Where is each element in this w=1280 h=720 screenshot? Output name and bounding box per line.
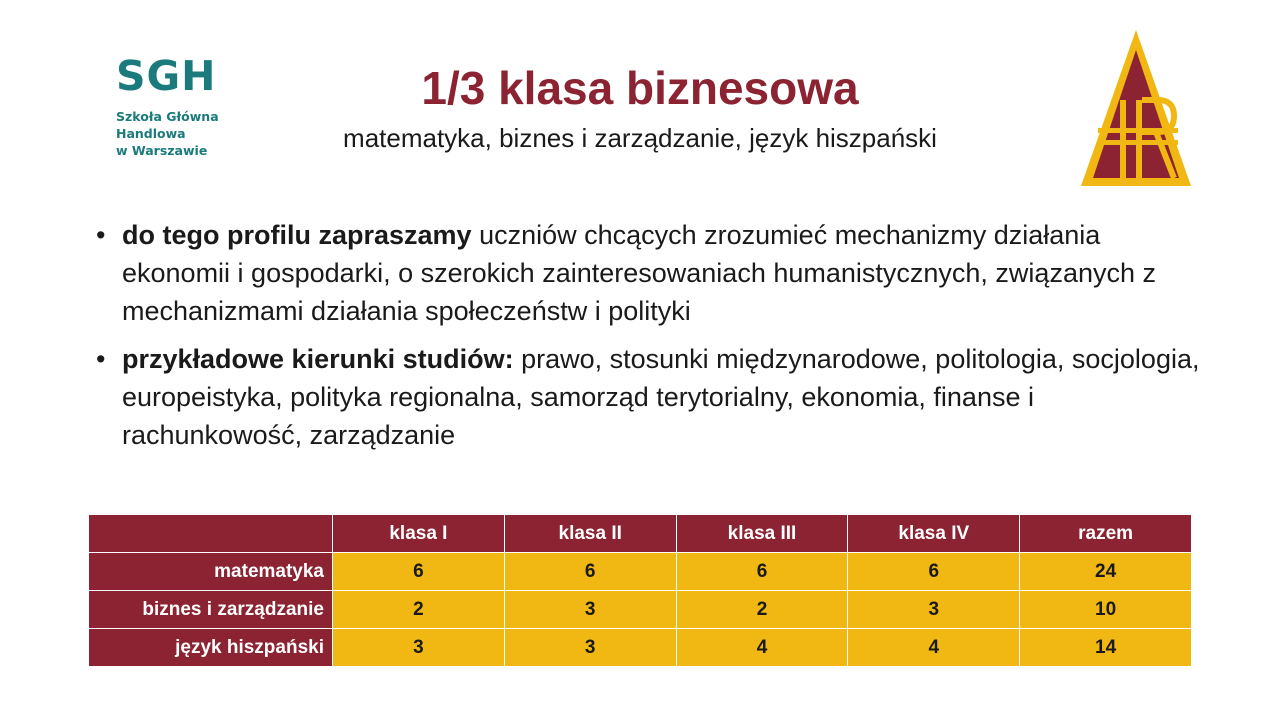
table-row [89,553,1192,591]
sgh-logo-mark: SGH [116,52,217,100]
total-cell: 10 [1020,591,1192,629]
bullet-lead: do tego profilu zapraszamy [122,220,472,250]
value-cell: 4 [848,629,1020,667]
bullet-item [96,340,1206,454]
subject-cell: język hiszpański [89,629,333,667]
header-cell: klasa III [676,515,848,553]
value-cell: 4 [676,629,848,667]
bullet-text: prawo, stosunki międzynarodowe, politologia, socjologia, europeistyka, polityka regionalna, samorząd terytorialny, ekonomia, finanse i rachunkowość, zarządzanie [122,344,1200,450]
value-cell: 3 [504,591,676,629]
sgh-logo-line: w Warszawie [116,143,208,158]
value-cell: 6 [848,553,1020,591]
bullet-lead: przykładowe kierunki studiów: [122,344,514,374]
bullet-text: uczniów chcących zrozumieć mechanizmy działania ekonomii i gospodarki, o szerokich zainteresowaniach humanistycznych, związanych z mechanizmami działania społeczeństw i polityki [122,220,1156,326]
page-title: 1/3 klasa biznesowa [421,62,859,114]
value-cell: 3 [333,629,505,667]
header-cell [89,515,333,553]
subject-cell: biznes i zarządzanie [89,591,333,629]
value-cell: 2 [333,591,505,629]
value-cell: 3 [848,591,1020,629]
value-cell: 6 [504,553,676,591]
table-row [89,629,1192,667]
header-cell: klasa I [333,515,505,553]
profile-bullets [96,216,1206,464]
value-cell: 2 [676,591,848,629]
bullet-item [96,216,1206,330]
total-cell: 24 [1020,553,1192,591]
sgh-logo-line: Handlowa [116,126,186,141]
value-cell: 6 [333,553,505,591]
header-cell: klasa IV [848,515,1020,553]
total-cell: 14 [1020,629,1192,667]
table-row [89,591,1192,629]
hours-table [88,514,1192,667]
header-cell: razem [1020,515,1192,553]
subject-cell: matematyka [89,553,333,591]
page-subtitle: matematyka, biznes i zarządzanie, język hiszpański [343,123,937,153]
sgh-logo-line: Szkoła Główna [116,109,219,124]
value-cell: 6 [676,553,848,591]
table-header-row [89,515,1192,553]
header-cell: klasa II [504,515,676,553]
value-cell: 3 [504,629,676,667]
school-emblem-icon [1078,28,1194,188]
